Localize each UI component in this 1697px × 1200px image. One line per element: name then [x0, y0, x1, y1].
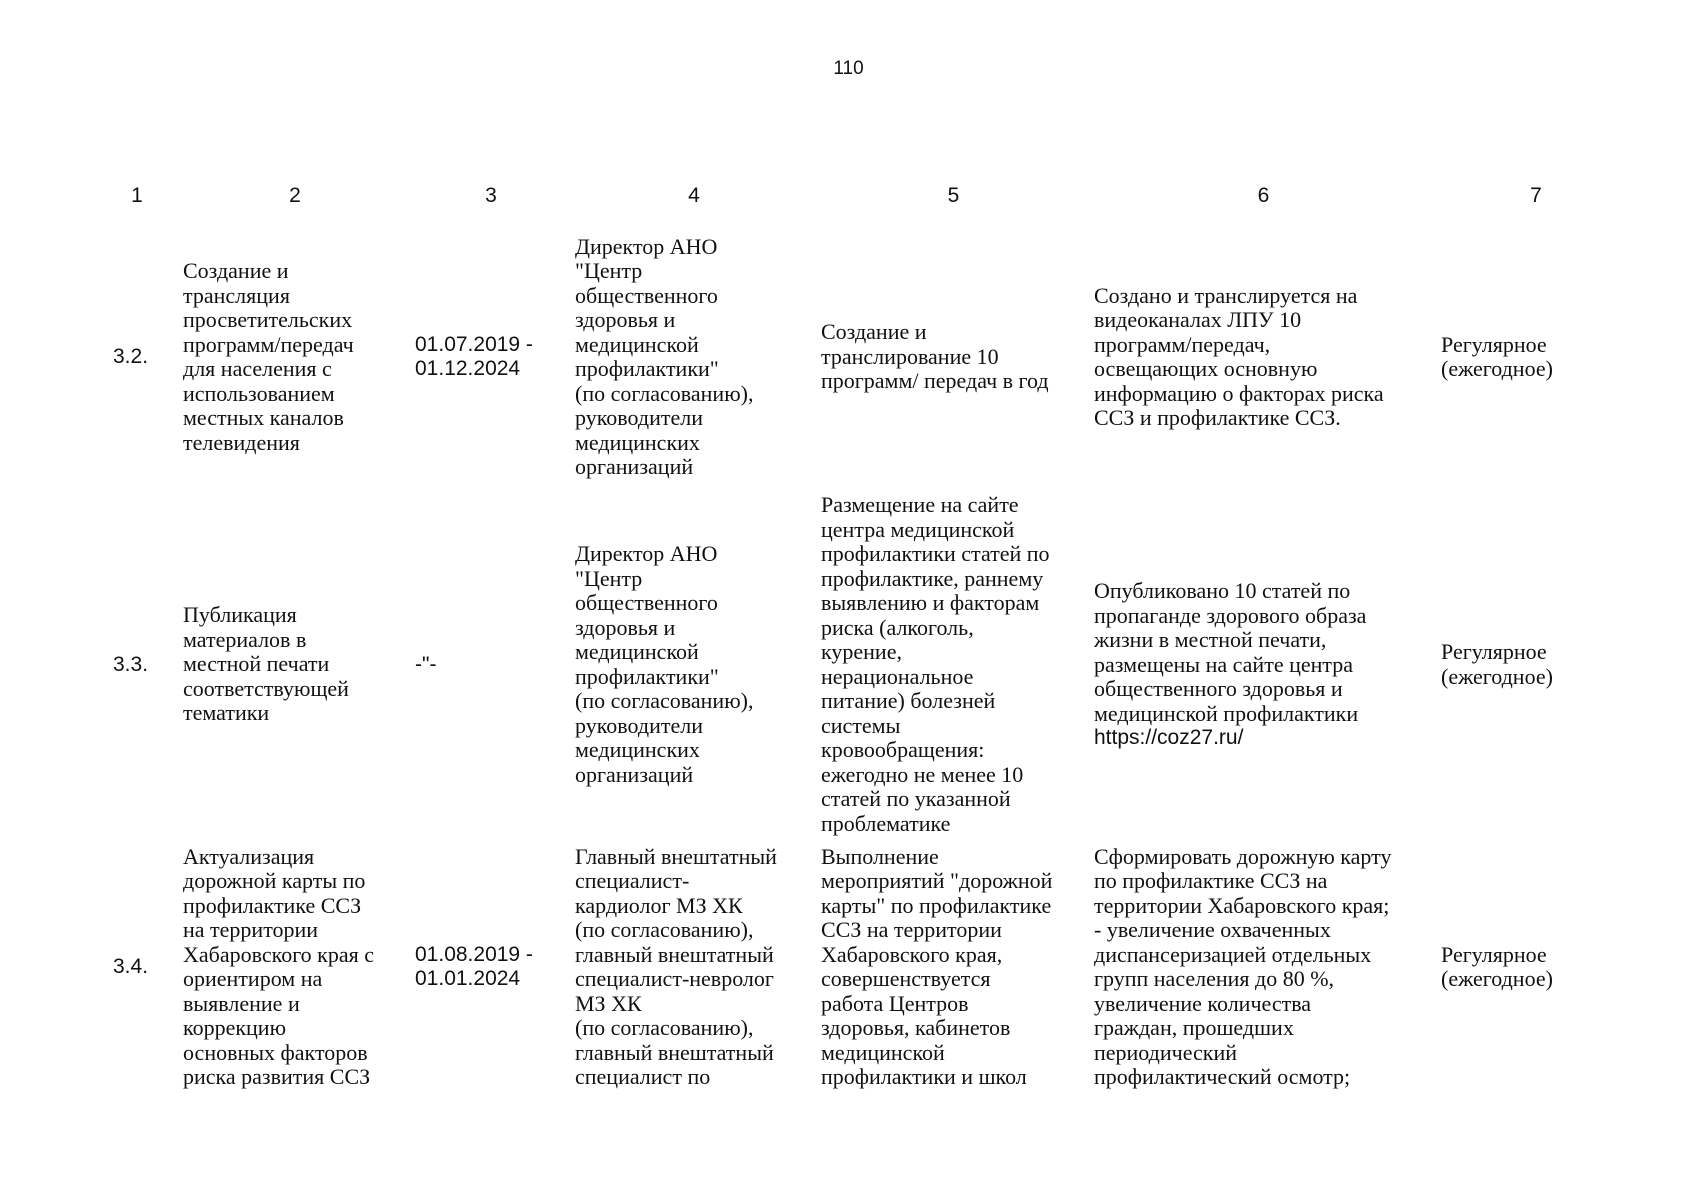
header-col-4: 4: [688, 184, 700, 207]
event-dates: 01.07.2019 - 01.12.2024: [415, 333, 533, 380]
row-number: 3.2.: [113, 345, 149, 368]
responsible: Директор АНО "Центр общественного здоровья и медицинской профилактики" (по согласованию), руководители медицинских организаций: [575, 541, 754, 787]
result-cell: [1090, 837, 1437, 1097]
event-name: Создание и трансляция просветительских программ/передач для населения с использованием местных каналов телевидения: [183, 258, 354, 455]
table-row: [95, 492, 1635, 837]
column-number-header: [95, 178, 1635, 222]
header-col-1: 1: [131, 184, 143, 207]
indicator: Размещение на сайте центра медицинской профилактики статей по профилактике, раннему выявлению и факторам риска (алкоголь, курение, нерациональное питание) болезней системы кровообращения: ежегодно не менее 10 статей по указанной проблематике: [821, 492, 1050, 836]
indicator: Создание и транслирование 10 программ/ передач в год: [821, 319, 1049, 394]
page-number: 110: [833, 58, 864, 79]
periodicity: Регулярное (ежегодное): [1441, 639, 1553, 689]
table-row: [95, 222, 1635, 492]
table-row: [95, 837, 1635, 1097]
result-text: Опубликовано 10 статей по пропаганде здорового образа жизни в местной печати, размещены на сайте центра общественного здоровья и медицинской профилактики: [1094, 578, 1367, 726]
row-number: 3.3.: [113, 652, 149, 676]
event-dates: -"-: [415, 652, 437, 676]
measures-table: [95, 178, 1635, 1097]
result-text: Сформировать дорожную карту по профилактике ССЗ на территории Хабаровского края; - увеличение охваченных диспансеризацией отдельных групп населения до 80 %, увеличение количества граждан, прошедших периодический профилактический осмотр;: [1094, 843, 1392, 1089]
responsible: Главный внештатный специалист- кардиолог МЗ ХК (по согласованию), главный внештатный специалист-невролог МЗ ХК (по согласованию), главный внештатный специалист по: [575, 843, 777, 1089]
event-name: Публикация материалов в местной печати соответствующей тематики: [183, 602, 349, 726]
row-number: 3.4.: [113, 955, 149, 978]
periodicity: Регулярное (ежегодное): [1441, 331, 1553, 381]
header-col-7: 7: [1530, 184, 1542, 207]
event-name: Актуализация дорожной карты по профилактике ССЗ на территории Хабаровского края с ориентиром на выявление и коррекцию основных факторов риска развития ССЗ: [183, 843, 375, 1089]
result-cell: [1090, 222, 1437, 492]
result-text: Создано и транслируется на видеоканалах ЛПУ 10 программ/передач, освещающих основную информацию о факторах риска ССЗ и профилактике ССЗ.: [1094, 282, 1384, 430]
result-cell: [1090, 492, 1437, 837]
responsible: Директор АНО "Центр общественного здоровья и медицинской профилактики" (по согласованию), руководители медицинских организаций: [575, 233, 754, 479]
event-dates: 01.08.2019 - 01.01.2024: [415, 943, 533, 990]
header-col-6: 6: [1257, 184, 1270, 207]
header-col-5: 5: [947, 184, 960, 207]
periodicity: Регулярное (ежегодное): [1441, 941, 1553, 991]
header-col-3: 3: [485, 184, 497, 207]
header-col-2: 2: [289, 184, 301, 207]
indicator: Выполнение мероприятий "дорожной карты" по профилактике ССЗ на территории Хабаровского края, совершенствуется работа Центров здоровья, кабинетов медицинской профилактики и школ: [821, 843, 1053, 1089]
result-url-link[interactable]: https://coz27.ru/: [1094, 726, 1244, 749]
